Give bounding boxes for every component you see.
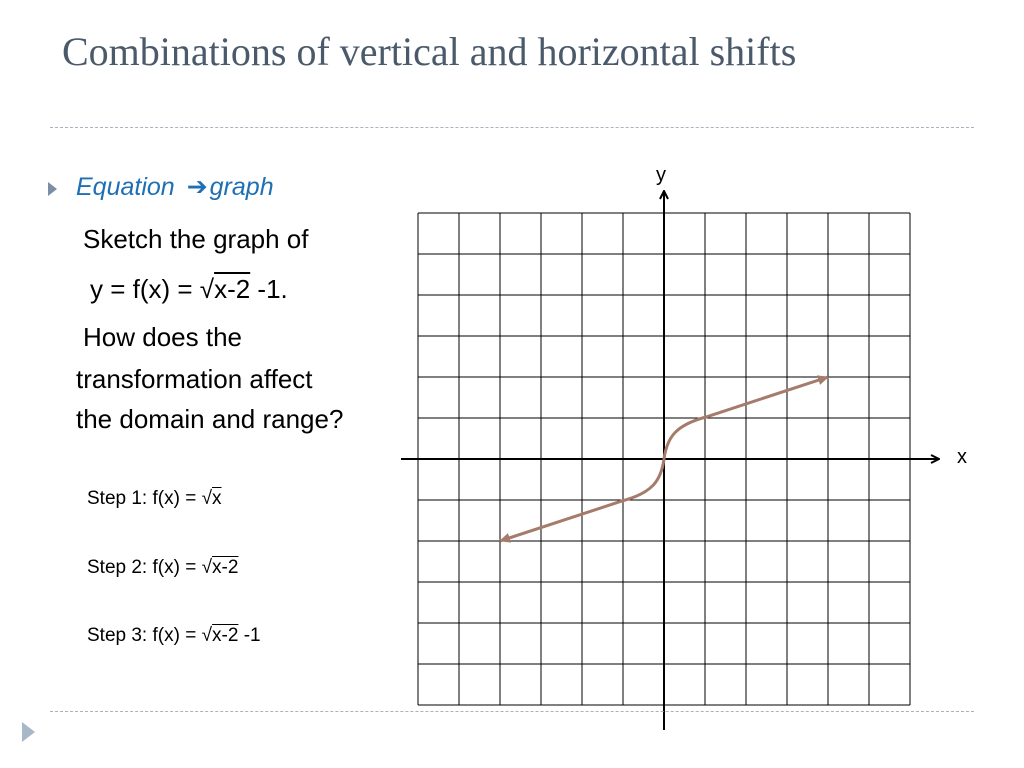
step-radicand: x-2: [212, 625, 239, 646]
step-radicand: x: [212, 488, 222, 509]
step-suffix: -1: [238, 625, 261, 646]
step-prefix: Step 3: f(x) = √: [87, 625, 213, 646]
heading-lead: Equation: [76, 173, 175, 201]
heading-rest: graph: [209, 173, 274, 201]
equation-prefix: y = f(x) = √: [90, 274, 215, 304]
step-prefix: Step 2: f(x) = √: [87, 557, 213, 578]
body-line: How does the: [83, 322, 242, 352]
y-axis-label: y: [656, 164, 666, 186]
body-line: transformation affect: [76, 364, 313, 394]
body-line: the domain and range?: [76, 404, 344, 434]
step-prefix: Step 1: f(x) = √: [87, 488, 213, 509]
step-radicand: x-2: [212, 557, 239, 578]
body-line: Sketch the graph of: [83, 224, 309, 254]
equation-suffix: -1.: [250, 274, 288, 304]
slide-nav-arrow-icon[interactable]: [22, 722, 35, 742]
equation-radicand: x-2: [214, 274, 251, 304]
x-axis-label: x: [957, 446, 967, 468]
right-arrow-icon: ➔: [186, 173, 208, 201]
axes: [401, 192, 938, 730]
slide-title: Combinations of vertical and horizontal shifts: [62, 29, 797, 74]
footer-divider: [50, 711, 974, 712]
